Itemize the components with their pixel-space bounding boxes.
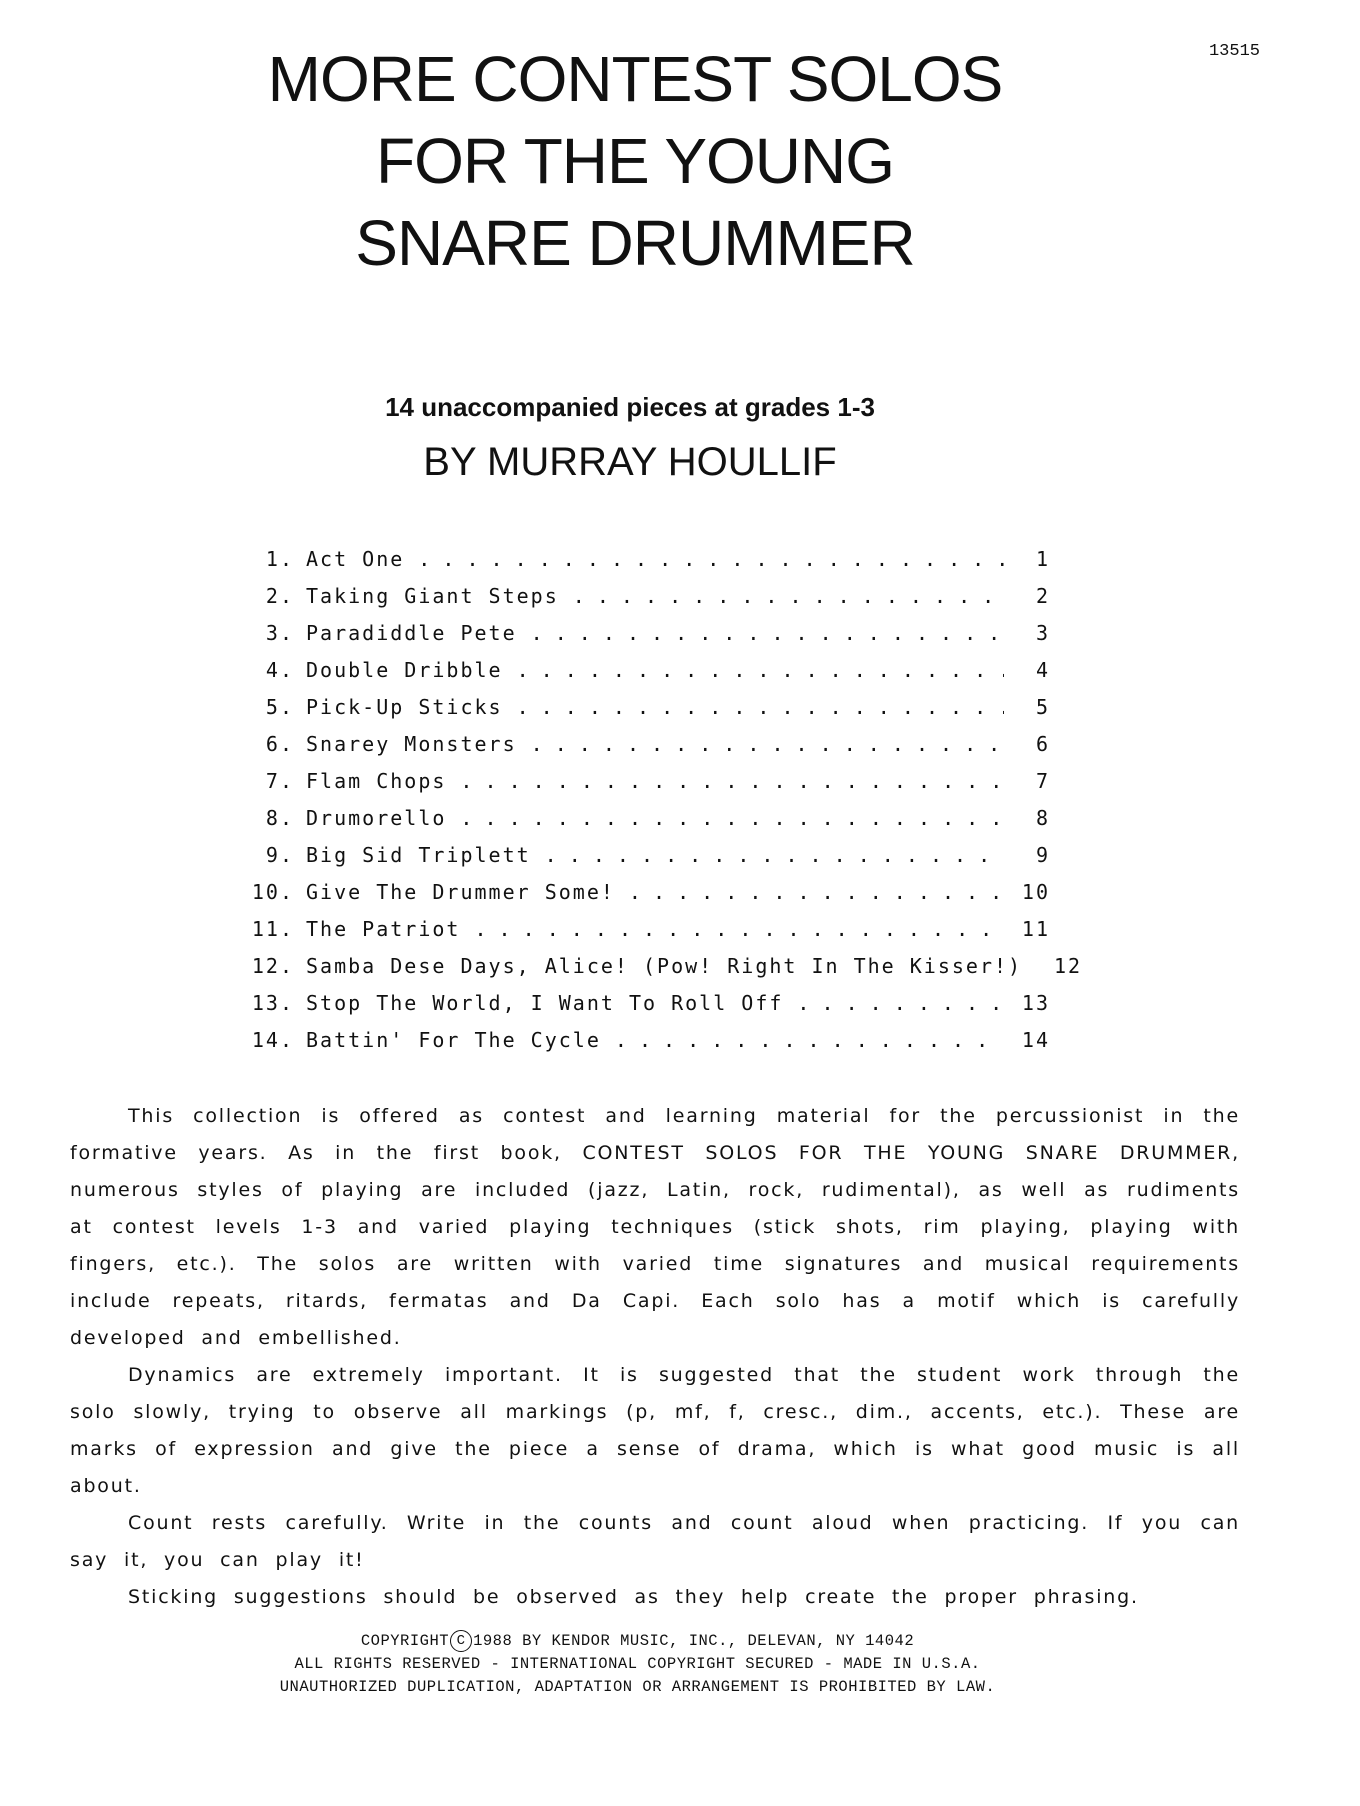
toc-entry — [240, 806, 1050, 843]
toc-number: 6. — [265, 732, 294, 756]
toc-page: 4 — [1035, 658, 1050, 682]
toc-title: Drumorello — [306, 806, 447, 830]
copyright-line-1 — [0, 1630, 1275, 1653]
toc-number: 10. — [251, 880, 294, 904]
toc-title: Stop The World, I Want To Roll Off — [306, 991, 784, 1015]
toc-number: 4. — [265, 658, 294, 682]
toc-leader-dots — [517, 695, 1004, 719]
toc-page: 13 — [1021, 991, 1050, 1015]
toc-leader-dots — [474, 917, 1004, 941]
copyright-year-publisher: 1988 BY KENDOR MUSIC, INC., DELEVAN, NY 14042 — [473, 1632, 915, 1651]
copyright-line-3: UNAUTHORIZED DUPLICATION, ADAPTATION OR ARRANGEMENT IS PROHIBITED BY LAW. — [279, 1678, 996, 1697]
toc-entry — [240, 1028, 1050, 1065]
toc-leader-dots — [797, 991, 1004, 1015]
toc-entry — [240, 732, 1050, 769]
toc-leader-dots — [460, 769, 1004, 793]
toc-number: 9. — [265, 843, 294, 867]
toc-number: 5. — [265, 695, 294, 719]
copyright-line-2: ALL RIGHTS RESERVED - INTERNATIONAL COPYRIGHT SECURED - MADE IN U.S.A. — [294, 1655, 981, 1674]
toc-entry — [240, 621, 1050, 658]
toc-title: Samba Dese Days, Alice! (Pow! Right In The Kisser!) — [306, 954, 1023, 978]
toc-leader-dots — [545, 843, 1004, 867]
toc-entry — [240, 584, 1050, 621]
toc-page: 9 — [1035, 843, 1050, 867]
toc-title: Pick-Up Sticks — [306, 695, 503, 719]
toc-page: 5 — [1035, 695, 1050, 719]
toc-title: Act One — [306, 547, 405, 571]
toc-leader-dots — [573, 584, 1004, 608]
toc-title: Taking Giant Steps — [306, 584, 559, 608]
paragraph: Sticking suggestions should be observed as they help create the proper phrasing. — [128, 1586, 1139, 1608]
paragraph: This collection is offered as contest and learning material for the percussionist in the formative years. As in the first book, CONTEST SOLOS FOR THE YOUNG SNARE DRUMMER, numerous styles of playing are included (jazz, Latin, rock, rudimental), as well as rudiments at contest levels 1-3 and varied playing techniques (stick shots, rim playing, playing with fingers, etc.). The solos are written with varied time signatures and musical requirements include repeats, ritards, fermatas and Da Capi. Each solo has a motif which is carefully developed and embellished. — [70, 1105, 1240, 1349]
toc-title: Snarey Monsters — [306, 732, 517, 756]
toc-entry — [240, 917, 1050, 954]
introduction-text — [70, 1098, 1240, 1616]
copyright-notice — [0, 1630, 1360, 1699]
title-line: MORE CONTEST SOLOS — [267, 43, 1003, 115]
toc-entry — [240, 954, 1083, 991]
toc-title: Flam Chops — [306, 769, 447, 793]
toc-leader-dots — [531, 621, 1004, 645]
toc-number: 13. — [251, 991, 294, 1015]
toc-page: 3 — [1035, 621, 1050, 645]
toc-title: Double Dribble — [306, 658, 503, 682]
table-of-contents — [240, 547, 1083, 1065]
toc-title: Paradiddle Pete — [306, 621, 517, 645]
toc-entry — [240, 658, 1050, 695]
toc-entry — [240, 843, 1050, 880]
toc-page: 2 — [1035, 584, 1050, 608]
toc-page: 12 — [1054, 954, 1083, 978]
toc-number: 8. — [265, 806, 294, 830]
title-line: SNARE DRUMMER — [355, 207, 915, 279]
paragraph: Dynamics are extremely important. It is suggested that the student work through the solo slowly, trying to observe all markings (p, mf, f, cresc., dim., accents, etc.). These are marks of expression and give the piece a sense of drama, which is what good music is all about. — [70, 1364, 1240, 1497]
toc-title: Big Sid Triplett — [306, 843, 531, 867]
toc-page: 6 — [1035, 732, 1050, 756]
toc-leader-dots — [615, 1028, 1004, 1052]
toc-number: 2. — [265, 584, 294, 608]
toc-number: 7. — [265, 769, 294, 793]
author-byline: BY MURRAY HOULLIF — [423, 440, 837, 484]
toc-leader-dots — [531, 732, 1004, 756]
toc-title: Give The Drummer Some! — [306, 880, 615, 904]
toc-leader-dots — [629, 880, 1004, 904]
toc-number: 1. — [265, 547, 294, 571]
catalog-number: 13515 — [1208, 42, 1260, 61]
toc-number: 14. — [251, 1028, 294, 1052]
copyright-label: COPYRIGHT — [360, 1632, 450, 1651]
toc-title: Battin' For The Cycle — [306, 1028, 601, 1052]
toc-entry — [240, 991, 1050, 1028]
toc-number: 3. — [265, 621, 294, 645]
toc-entry — [240, 880, 1050, 917]
title-line: FOR THE YOUNG — [375, 125, 895, 197]
toc-leader-dots — [418, 547, 1004, 571]
toc-number: 12. — [251, 954, 294, 978]
copyright-symbol-icon: C — [450, 1630, 472, 1652]
toc-page: 14 — [1021, 1028, 1050, 1052]
page-title — [0, 38, 1360, 284]
toc-entry — [240, 547, 1050, 584]
toc-page: 1 — [1035, 547, 1050, 571]
toc-page: 11 — [1021, 917, 1050, 941]
subtitle: 14 unaccompanied pieces at grades 1-3 — [385, 392, 875, 422]
toc-entry — [240, 695, 1050, 732]
toc-page: 8 — [1035, 806, 1050, 830]
toc-page: 7 — [1035, 769, 1050, 793]
paragraph: Count rests carefully. Write in the counts and count aloud when practicing. If you can say it, you can play it! — [70, 1512, 1240, 1571]
toc-entry — [240, 769, 1050, 806]
toc-title: The Patriot — [306, 917, 461, 941]
toc-number: 11. — [251, 917, 294, 941]
toc-leader-dots — [517, 658, 1004, 682]
toc-leader-dots — [460, 806, 1004, 830]
toc-page: 10 — [1021, 880, 1050, 904]
